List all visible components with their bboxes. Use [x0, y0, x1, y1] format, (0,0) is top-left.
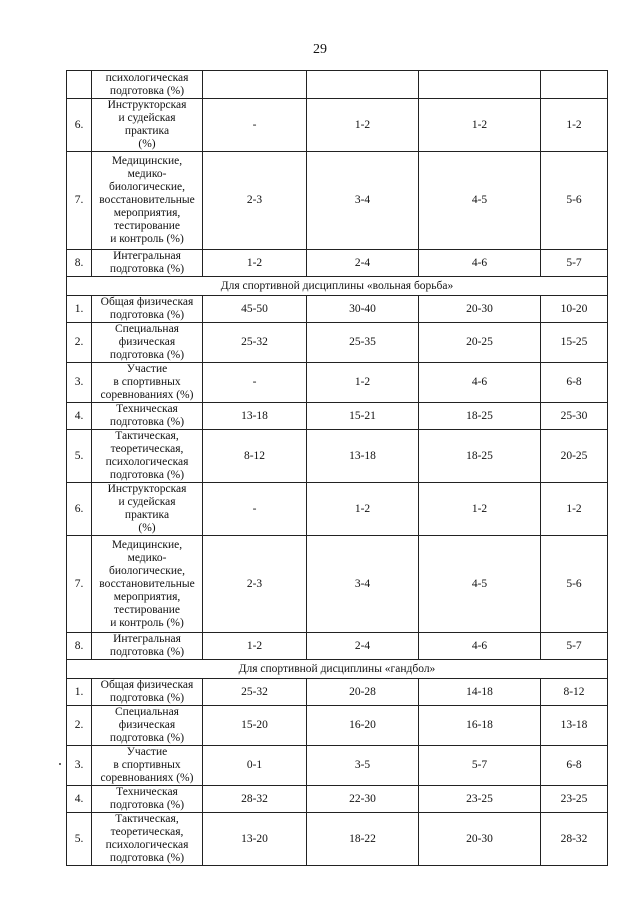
stage-value-3: 18-25 — [419, 403, 541, 430]
training-type-line: Специальная — [115, 323, 179, 335]
training-type-cell — [92, 813, 203, 866]
training-type-line: Техническая — [116, 786, 178, 798]
row-number: 4. — [67, 786, 92, 813]
stage-value-4: 20-25 — [541, 430, 608, 483]
row-number: 6. — [67, 99, 92, 152]
stage-value-3: 4-5 — [419, 152, 541, 250]
stage-value-2: 3-4 — [307, 152, 419, 250]
training-type-line: физическая — [118, 336, 176, 348]
training-type-line: подготовка (%) — [109, 84, 185, 97]
section-heading-row — [67, 277, 608, 296]
training-type-line: соревнованиях (%) — [100, 772, 194, 784]
stage-value-2: 13-18 — [307, 430, 419, 483]
row-number: 3. — [67, 746, 92, 786]
training-type-line: Техническая — [116, 403, 178, 415]
training-type-line: теоретическая, — [110, 443, 184, 455]
training-type-line: подготовка (%) — [109, 263, 185, 275]
table-row — [67, 363, 608, 403]
stage-value-3: 16-18 — [419, 706, 541, 746]
training-type-line: восстановительные — [99, 577, 195, 590]
stage-value-1 — [203, 71, 307, 99]
training-type-line: психологическая — [105, 839, 189, 851]
training-type-line: тестирование — [114, 603, 180, 616]
training-type-cell — [92, 536, 203, 633]
row-number: 5. — [67, 813, 92, 866]
table-row — [67, 706, 608, 746]
stage-value-4: 10-20 — [541, 296, 608, 323]
stage-value-1: 28-32 — [203, 786, 307, 813]
table-row — [67, 746, 608, 786]
training-type-line: и контроль (%) — [110, 616, 184, 629]
row-number: 8. — [67, 250, 92, 277]
stage-value-1: 13-20 — [203, 813, 307, 866]
row-number: 3. — [67, 363, 92, 403]
training-type-line: биологические, — [109, 564, 185, 577]
training-type-line: соревнованиях (%) — [100, 389, 194, 401]
training-type-line: психологическая — [105, 71, 189, 84]
row-number: 7. — [67, 152, 92, 250]
training-type-line: психологическая — [105, 456, 189, 468]
training-type-line: подготовка (%) — [109, 309, 185, 321]
stage-value-3: 4-6 — [419, 250, 541, 277]
table-row — [67, 536, 608, 633]
stage-value-1: 25-32 — [203, 323, 307, 363]
training-type-line: восстановительные — [99, 194, 195, 206]
training-type-cell — [92, 679, 203, 706]
training-type-line: подготовка (%) — [109, 646, 185, 658]
stage-value-2: 1-2 — [307, 99, 419, 152]
row-number: 2. — [67, 706, 92, 746]
stage-value-3: 1-2 — [419, 99, 541, 152]
training-type-line: и судейская практика — [118, 112, 176, 137]
stage-value-4: 15-25 — [541, 323, 608, 363]
training-type-line: мероприятия, — [113, 207, 181, 219]
stage-value-2: 1-2 — [307, 363, 419, 403]
stage-value-4: 23-25 — [541, 786, 608, 813]
training-type-line: Интегральная — [113, 633, 181, 645]
training-type-line: подготовка (%) — [109, 416, 185, 428]
stage-value-4: 13-18 — [541, 706, 608, 746]
training-type-cell — [92, 363, 203, 403]
stage-value-2: 18-22 — [307, 813, 419, 866]
page-number: 29 — [313, 42, 327, 57]
stage-value-4: 1-2 — [541, 483, 608, 536]
stage-value-4: 28-32 — [541, 813, 608, 866]
table-row — [67, 786, 608, 813]
training-type-line: (%) — [138, 138, 156, 150]
training-type-line: Тактическая, — [115, 813, 179, 825]
stage-value-3 — [419, 71, 541, 99]
training-type-line: подготовка (%) — [109, 799, 185, 811]
table-row — [67, 403, 608, 430]
training-type-cell — [92, 483, 203, 536]
training-type-line: подготовка (%) — [109, 469, 185, 481]
stage-value-3: 4-5 — [419, 536, 541, 633]
stage-value-2: 2-4 — [307, 633, 419, 660]
stage-value-4: 6-8 — [541, 363, 608, 403]
stage-value-2: 2-4 — [307, 250, 419, 277]
training-type-line: подготовка (%) — [109, 349, 185, 361]
training-type-line: Тактическая, — [115, 430, 179, 442]
training-type-line: Инструкторская — [107, 483, 187, 495]
training-type-line: Медицинские, — [111, 155, 183, 167]
stage-value-1: 2-3 — [203, 152, 307, 250]
stage-value-4: 25-30 — [541, 403, 608, 430]
training-type-line: Интегральная — [113, 250, 181, 262]
stage-value-3: 5-7 — [419, 746, 541, 786]
training-type-cell — [92, 71, 203, 99]
stage-value-2: 16-20 — [307, 706, 419, 746]
stage-value-1: 13-18 — [203, 403, 307, 430]
stage-value-4: 6-8 — [541, 746, 608, 786]
stage-value-4: 5-7 — [541, 250, 608, 277]
training-type-line: в спортивных — [113, 759, 181, 771]
training-type-line: (%) — [138, 522, 156, 534]
stage-value-3: 4-6 — [419, 363, 541, 403]
stage-value-4: 1-2 — [541, 99, 608, 152]
row-number: 1. — [67, 296, 92, 323]
training-type-line: Участие — [126, 746, 168, 758]
training-type-cell — [92, 403, 203, 430]
training-type-line: Инструкторская — [107, 99, 187, 111]
table-row — [67, 71, 608, 99]
stage-value-4: 5-6 — [541, 152, 608, 250]
table-row — [67, 483, 608, 536]
training-type-cell — [92, 250, 203, 277]
training-type-line: Специальная — [115, 706, 179, 718]
training-type-line: теоретическая, — [110, 826, 184, 838]
stage-value-1: 0-1 — [203, 746, 307, 786]
row-number: 6. — [67, 483, 92, 536]
table-row — [67, 679, 608, 706]
stage-value-1: 25-32 — [203, 679, 307, 706]
training-type-line: Общая физическая — [100, 679, 194, 691]
training-type-line: и контроль (%) — [110, 233, 184, 245]
training-type-line: подготовка (%) — [109, 732, 185, 744]
training-type-line: подготовка (%) — [109, 692, 185, 704]
row-number: 1. — [67, 679, 92, 706]
training-type-line: физическая — [118, 719, 176, 731]
stage-value-2: 15-21 — [307, 403, 419, 430]
stage-value-2: 20-28 — [307, 679, 419, 706]
table-row — [67, 152, 608, 250]
stage-value-1: - — [203, 363, 307, 403]
training-type-line: тестирование — [114, 220, 180, 232]
section-heading: Для спортивной дисциплины «гандбол» — [67, 660, 608, 679]
stage-value-2: 1-2 — [307, 483, 419, 536]
stage-value-2: 3-5 — [307, 746, 419, 786]
table-row — [67, 813, 608, 866]
training-type-cell — [92, 706, 203, 746]
stage-value-2: 3-4 — [307, 536, 419, 633]
training-norms-table — [66, 70, 608, 866]
stage-value-1: 15-20 — [203, 706, 307, 746]
training-type-line: подготовка (%) — [109, 852, 185, 864]
training-type-cell — [92, 746, 203, 786]
training-type-line: медико- — [127, 168, 167, 180]
training-type-line: медико- — [127, 551, 167, 564]
stage-value-2: 22-30 — [307, 786, 419, 813]
training-type-cell — [92, 152, 203, 250]
training-type-cell — [92, 99, 203, 152]
scan-speck — [59, 763, 61, 765]
stage-value-3: 18-25 — [419, 430, 541, 483]
stage-value-3: 1-2 — [419, 483, 541, 536]
row-number: 5. — [67, 430, 92, 483]
row-number: 4. — [67, 403, 92, 430]
stage-value-1: 2-3 — [203, 536, 307, 633]
training-type-line: и судейская практика — [118, 496, 176, 521]
training-type-line: Общая физическая — [100, 296, 194, 308]
stage-value-1: 45-50 — [203, 296, 307, 323]
stage-value-2 — [307, 71, 419, 99]
table-row — [67, 296, 608, 323]
stage-value-4: 8-12 — [541, 679, 608, 706]
training-type-line: мероприятия, — [113, 590, 181, 603]
stage-value-1: 8-12 — [203, 430, 307, 483]
stage-value-3: 23-25 — [419, 786, 541, 813]
row-number: 2. — [67, 323, 92, 363]
stage-value-3: 14-18 — [419, 679, 541, 706]
section-heading: Для спортивной дисциплины «вольная борьба» — [67, 277, 608, 296]
stage-value-3: 20-30 — [419, 813, 541, 866]
stage-value-1: 1-2 — [203, 250, 307, 277]
stage-value-1: - — [203, 99, 307, 152]
table-body — [67, 71, 608, 866]
stage-value-2: 30-40 — [307, 296, 419, 323]
stage-value-1: 1-2 — [203, 633, 307, 660]
stage-value-3: 20-25 — [419, 323, 541, 363]
stage-value-1: - — [203, 483, 307, 536]
section-heading-row — [67, 660, 608, 679]
training-type-line: в спортивных — [113, 376, 181, 388]
training-type-cell — [92, 323, 203, 363]
training-type-cell — [92, 786, 203, 813]
stage-value-3: 4-6 — [419, 633, 541, 660]
table-row — [67, 430, 608, 483]
training-type-cell — [92, 430, 203, 483]
table-row — [67, 250, 608, 277]
stage-value-4: 5-7 — [541, 633, 608, 660]
training-type-line: Медицинские, — [111, 538, 183, 551]
stage-value-4: 5-6 — [541, 536, 608, 633]
table-row — [67, 99, 608, 152]
stage-value-2: 25-35 — [307, 323, 419, 363]
training-type-cell — [92, 296, 203, 323]
row-number — [67, 71, 92, 99]
row-number: 8. — [67, 633, 92, 660]
table-row — [67, 633, 608, 660]
table-row — [67, 323, 608, 363]
row-number: 7. — [67, 536, 92, 633]
stage-value-3: 20-30 — [419, 296, 541, 323]
training-type-cell — [92, 633, 203, 660]
training-type-line: биологические, — [109, 181, 185, 193]
stage-value-4 — [541, 71, 608, 99]
training-type-line: Участие — [126, 363, 168, 375]
